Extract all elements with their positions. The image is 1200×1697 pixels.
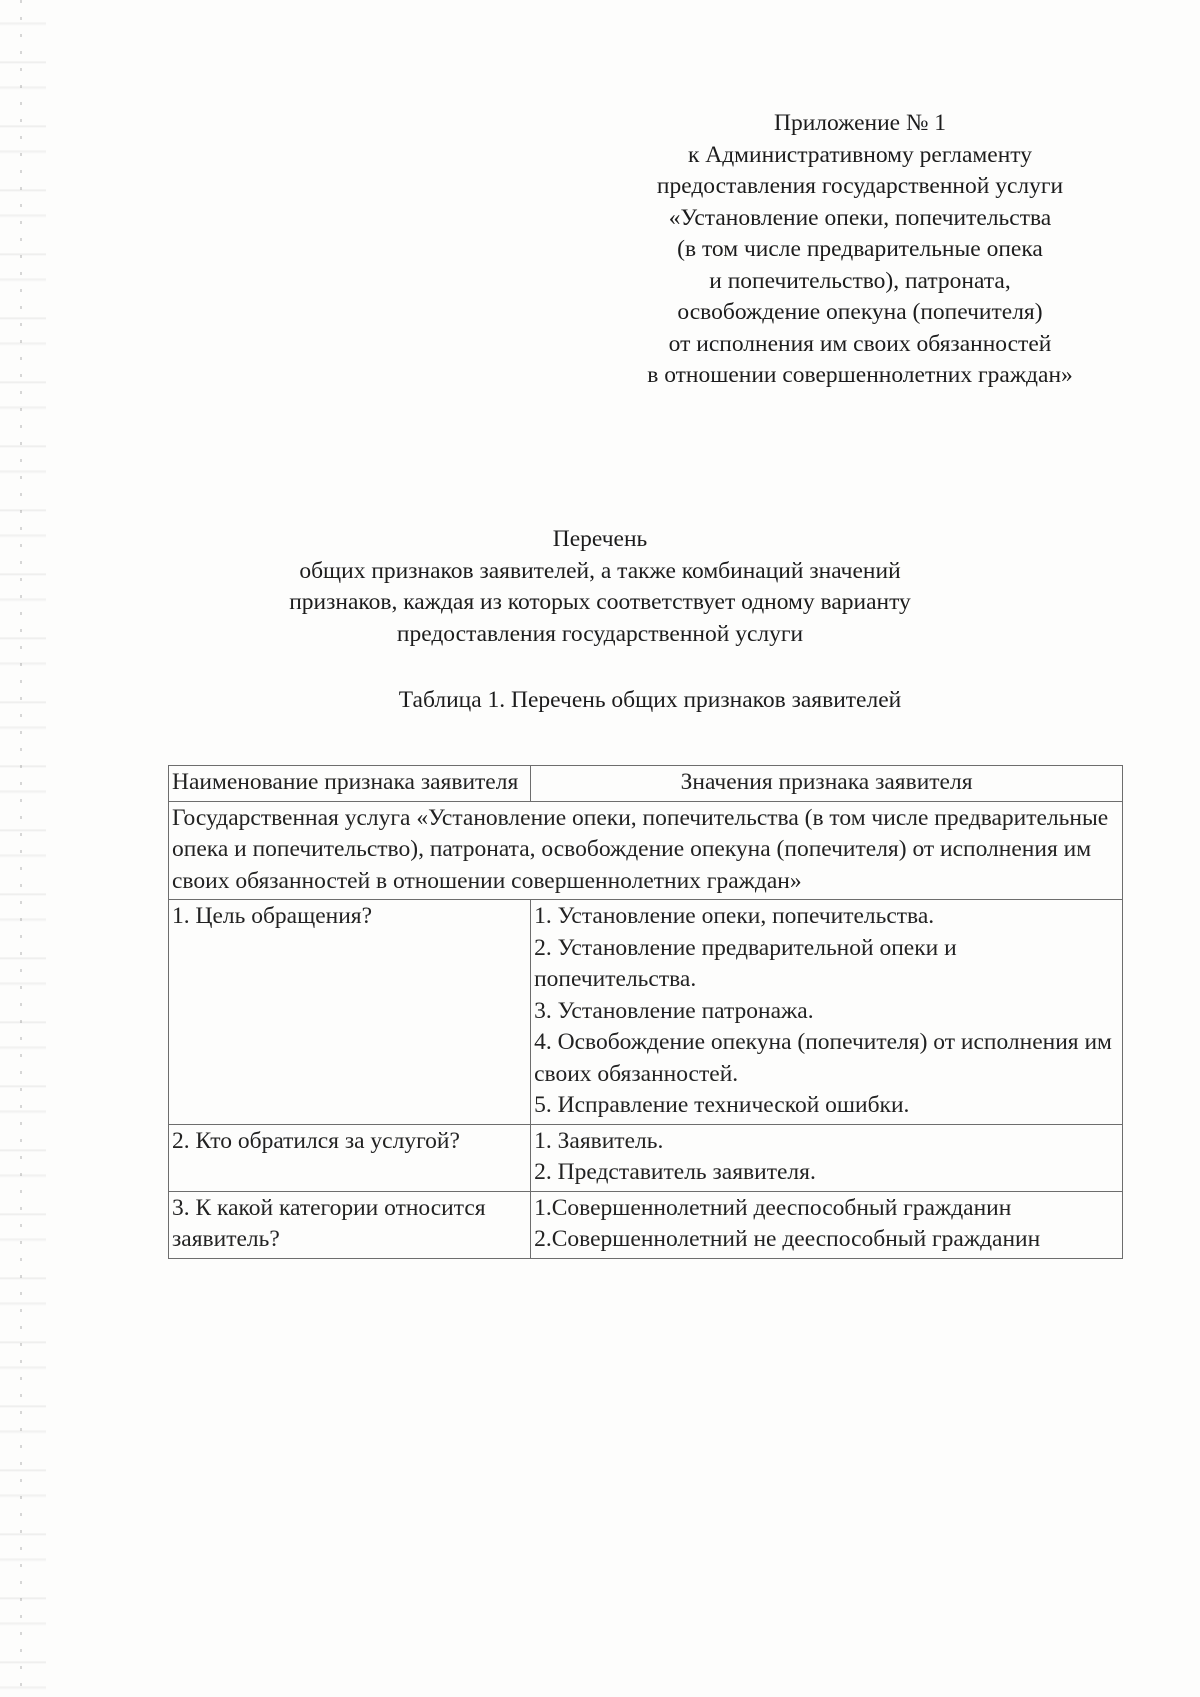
table-caption: Таблица 1. Перечень общих признаков заявителей <box>398 687 902 713</box>
heading-line: общих признаков заявителей, а также комбинаций значений <box>299 557 901 584</box>
attribute-value: 1. Заявитель. <box>534 1127 664 1154</box>
attribute-value: 1. Установление опеки, попечительства. <box>534 903 935 929</box>
appendix-note <box>590 108 1130 392</box>
table-row <box>169 1191 1123 1258</box>
appendix-line: от исполнения им своих обязанностей <box>668 330 1052 357</box>
attribute-values-cell <box>531 1124 1123 1191</box>
attribute-value: 4. Освобождение опекуна (попечителя) от исполнения им своих обязанностей. <box>534 1029 1112 1087</box>
heading-line: Перечень <box>552 526 648 552</box>
attribute-value: 5. Исправление технической ошибки. <box>534 1092 910 1118</box>
header-attribute-values: Значения признака заявителя <box>531 766 1123 802</box>
attribute-value: 2.Совершеннолетний не дееспособный гражданин <box>534 1226 1041 1252</box>
attribute-values-cell <box>531 900 1123 1125</box>
attribute-name-cell: 2. Кто обратился за услугой? <box>169 1124 531 1191</box>
attribute-name-cell: 1. Цель обращения? <box>169 900 531 1125</box>
scan-edge-noise <box>0 0 46 1697</box>
attribute-value: 3. Установление патронажа. <box>534 997 814 1024</box>
appendix-line: и попечительство), патроната, <box>709 267 1011 294</box>
appendix-line: Приложение № 1 <box>773 110 947 136</box>
appendix-line: освобождение опекуна (попечителя) <box>677 299 1043 325</box>
applicant-attributes-table <box>168 765 1123 1259</box>
attribute-value: 1.Совершеннолетний дееспособный гражданин <box>534 1194 1012 1221</box>
appendix-line: предоставления государственной услуги <box>656 173 1064 199</box>
appendix-line: «Установление опеки, попечительства <box>668 204 1052 231</box>
attribute-value: 2. Представитель заявителя. <box>534 1159 816 1185</box>
table-row <box>169 900 1123 1125</box>
table-row <box>169 1124 1123 1191</box>
attribute-value: 2. Установление предварительной опеки и попечительства. <box>534 934 957 992</box>
attribute-name-cell: 3. К какой категории относится заявитель? <box>169 1191 531 1258</box>
service-name-cell: Государственная услуга «Установление опеки, попечительства (в том числе предварительные опека и попечительство), патроната, освобождение опекуна (попечителя) от исполнения им своих обязанностей в отношении совершеннолетних граждан» <box>169 801 1123 900</box>
header-attribute-name: Наименование признака заявителя <box>169 766 531 802</box>
attribute-values-cell <box>531 1191 1123 1258</box>
document-heading <box>200 524 1000 650</box>
heading-line: признаков, каждая из которых соответствует одному варианту <box>289 589 911 615</box>
table-header-row <box>169 766 1123 802</box>
service-row <box>169 801 1123 900</box>
appendix-line: (в том числе предварительные опека <box>677 236 1043 262</box>
appendix-line: в отношении совершеннолетних граждан» <box>647 362 1073 388</box>
heading-line: предоставления государственной услуги <box>396 620 804 647</box>
appendix-line: к Административному регламенту <box>687 141 1033 168</box>
